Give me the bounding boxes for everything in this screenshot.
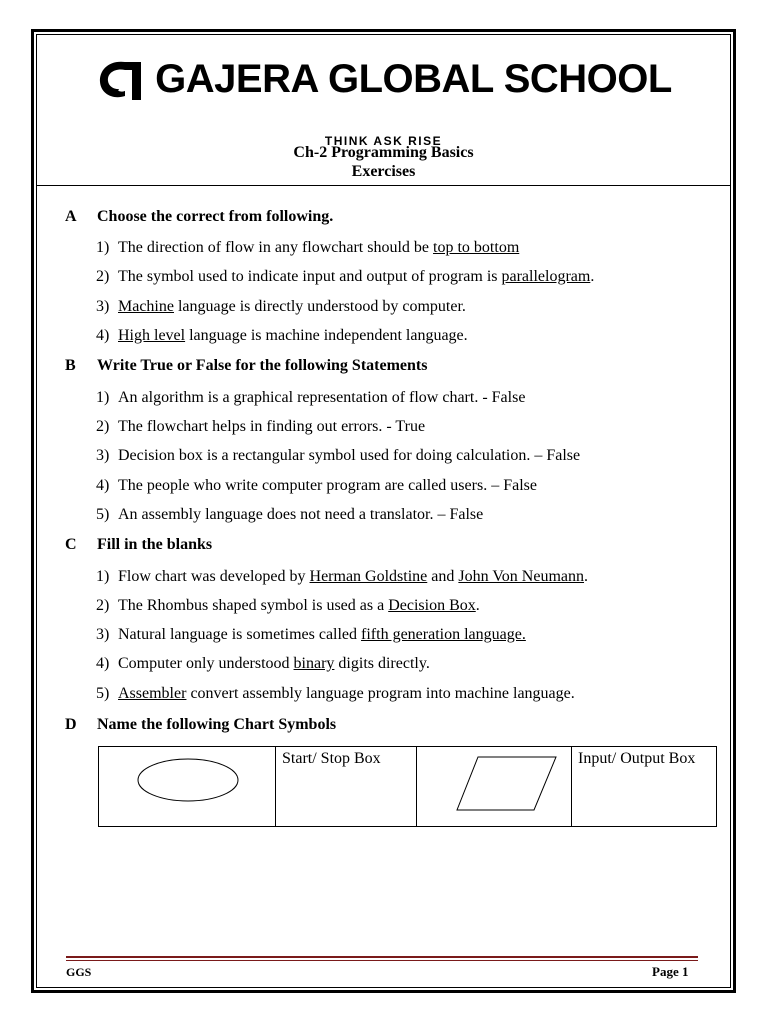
- item-number: 3): [96, 447, 110, 464]
- item-answer: binary: [293, 655, 335, 672]
- item-answer: Assembler: [118, 685, 187, 702]
- footer-school-code: GGS: [66, 965, 92, 979]
- symbol-cell-oval: [99, 747, 276, 827]
- chart-symbols-table: [98, 746, 717, 827]
- item-text: Flow chart was developed by: [118, 568, 310, 585]
- item-text: The flowchart helps in finding out errors. - True: [118, 418, 426, 435]
- item-answer: Herman Goldstine: [309, 568, 428, 585]
- section-d-heading: [65, 716, 336, 734]
- item-text: and: [427, 568, 459, 585]
- page-number: Page 1: [652, 964, 689, 979]
- page-header: [36, 34, 731, 186]
- header-divider: [36, 185, 730, 186]
- item-text: digits directly.: [334, 655, 430, 672]
- list-item: [96, 239, 519, 257]
- footer-divider: [66, 960, 698, 961]
- item-number: 4): [96, 655, 110, 672]
- list-item: [96, 506, 483, 524]
- item-text: convert assembly language program into machine language.: [186, 685, 575, 702]
- table-row: [99, 747, 717, 827]
- list-item: [96, 568, 588, 586]
- section-title: Fill in the blanks: [97, 536, 213, 553]
- list-item: [96, 655, 430, 673]
- list-item: [96, 298, 466, 316]
- list-item: [96, 389, 525, 407]
- section-title: Choose the correct from following.: [97, 208, 334, 225]
- item-number: 1): [96, 389, 110, 406]
- item-text: Decision box is a rectangular symbol used for doing calculation. – False: [118, 447, 581, 464]
- footer-divider: [66, 956, 698, 958]
- item-answer: top to bottom: [433, 239, 520, 256]
- item-answer: fifth generation language.: [361, 626, 526, 643]
- school-name: GAJERA GLOBAL SCHOOL: [155, 56, 672, 101]
- symbol-label-cell: Input/ Output Box: [572, 747, 717, 827]
- item-number: 4): [96, 477, 110, 494]
- item-text: An algorithm is a graphical representation of flow chart. - False: [118, 389, 526, 406]
- list-item: [96, 597, 480, 615]
- list-item: [96, 447, 580, 465]
- item-text: The symbol used to indicate input and output of program is: [118, 268, 502, 285]
- item-number: 1): [96, 568, 110, 585]
- item-number: 4): [96, 327, 110, 344]
- school-logo-icon: [95, 56, 147, 102]
- item-number: 5): [96, 685, 110, 702]
- item-text: language is directly understood by computer.: [173, 298, 466, 315]
- item-answer: Decision Box: [388, 597, 476, 614]
- item-text: .: [584, 568, 589, 585]
- item-number: 1): [96, 239, 110, 256]
- section-letter: A: [65, 208, 77, 225]
- item-text: .: [475, 597, 480, 614]
- item-text: The direction of flow in any flowchart should be: [118, 239, 434, 256]
- item-text: language is machine independent language.: [185, 327, 468, 344]
- item-text: An assembly language does not need a translator. – False: [118, 506, 484, 523]
- chapter-title: Ch-2 Programming Basics: [293, 144, 474, 161]
- section-letter: C: [65, 536, 77, 553]
- item-number: 3): [96, 626, 110, 643]
- symbol-label-cell: Start/ Stop Box: [276, 747, 417, 827]
- item-answer: Machine: [118, 298, 174, 315]
- list-item: [96, 626, 526, 644]
- list-item: [96, 418, 425, 436]
- item-answer: John Von Neumann: [458, 568, 585, 585]
- item-number: 2): [96, 418, 110, 435]
- section-b-heading: [65, 357, 427, 375]
- item-text: The people who write computer program are called users. – False: [118, 477, 537, 494]
- list-item: [96, 477, 537, 495]
- parallelogram-symbol-icon: [417, 748, 570, 826]
- item-text: Natural language is sometimes called: [118, 626, 362, 643]
- list-item: [96, 268, 594, 286]
- oval-symbol-icon: [99, 748, 274, 826]
- section-title: Name the following Chart Symbols: [97, 716, 337, 733]
- section-letter: D: [65, 716, 77, 733]
- section-title: Write True or False for the following Statements: [97, 357, 428, 374]
- item-number: 2): [96, 597, 110, 614]
- item-number: 2): [96, 268, 110, 285]
- item-text: Computer only understood: [118, 655, 294, 672]
- section-letter: B: [65, 357, 76, 374]
- section-c-heading: [65, 536, 212, 554]
- symbol-cell-parallelogram: [417, 747, 572, 827]
- section-a-heading: [65, 208, 333, 226]
- logo-row: [36, 56, 731, 102]
- item-answer: High level: [118, 327, 186, 344]
- list-item: [96, 327, 468, 345]
- list-item: [96, 685, 575, 703]
- item-text: The Rhombus shaped symbol is used as a: [118, 597, 389, 614]
- item-text: .: [590, 268, 595, 285]
- school-tagline: THINK ASK RISE: [324, 134, 443, 148]
- item-answer: parallelogram: [501, 268, 591, 285]
- item-number: 5): [96, 506, 110, 523]
- page-subtitle: Exercises: [351, 163, 416, 180]
- item-number: 3): [96, 298, 110, 315]
